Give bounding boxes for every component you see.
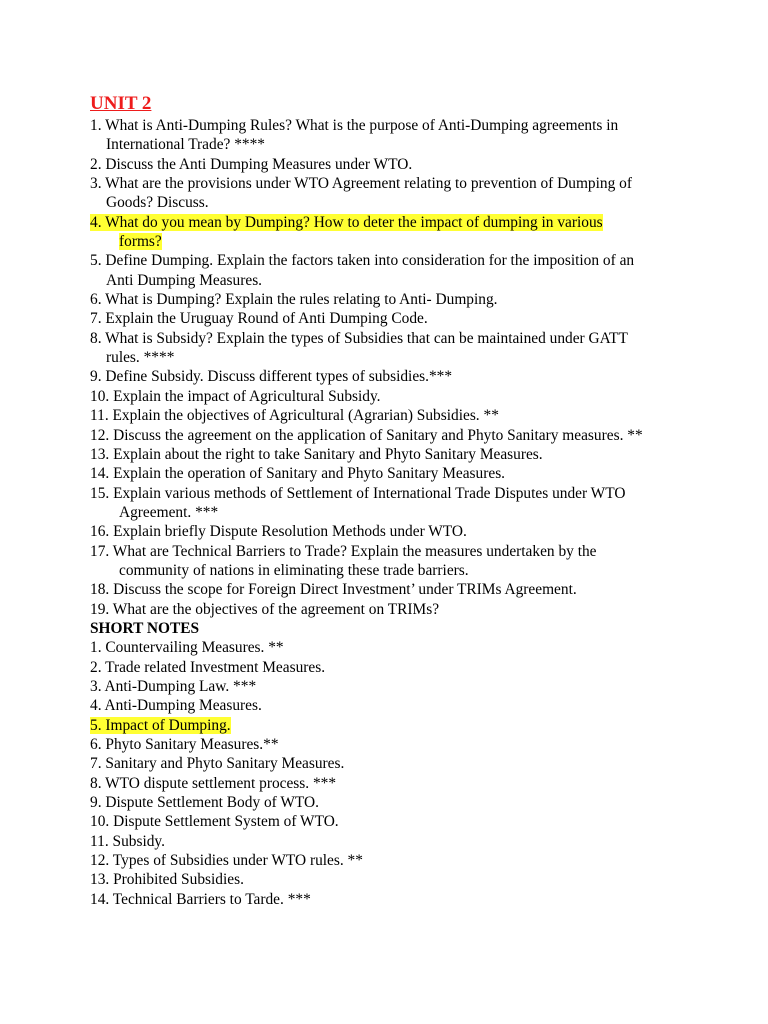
- question-item: [90, 542, 690, 581]
- question-item-highlighted: [90, 213, 690, 252]
- question-text-continued: Agreement. ***: [119, 503, 219, 521]
- question-text-continued: International Trade? ****: [106, 136, 266, 154]
- note-text-highlight: 5. Impact of Dumping.: [90, 716, 231, 734]
- question-item: [90, 367, 690, 386]
- question-item: [90, 580, 690, 599]
- note-item: 2. Trade related Investment Measures.: [90, 658, 326, 676]
- note-item: 1. Countervailing Measures. **: [90, 639, 284, 657]
- question-item: [90, 116, 690, 155]
- question-text: 14. Explain the operation of Sanitary and Phyto Sanitary Measures.: [90, 465, 506, 483]
- question-text: 1. What is Anti-Dumping Rules? What is the purpose of Anti-Dumping agreements in: [90, 117, 619, 134]
- question-text: 17. What are Technical Barriers to Trade? Explain the measures undertaken by the: [90, 542, 597, 560]
- question-text: 16. Explain briefly Dispute Resolution Methods under WTO.: [90, 523, 467, 541]
- question-text: 3. What are the provisions under WTO Agreement relating to prevention of Dumping of: [90, 175, 632, 193]
- note-item: 4. Anti-Dumping Measures.: [90, 697, 262, 715]
- question-item: [90, 251, 690, 290]
- note-item-highlighted: [90, 716, 690, 735]
- question-text-continued: community of nations in eliminating these trade barriers.: [119, 561, 469, 579]
- unit-title: UNIT 2: [90, 93, 152, 114]
- question-text: 11. Explain the objectives of Agricultural (Agrarian) Subsidies. **: [90, 407, 499, 425]
- note-item: 11. Subsidy.: [90, 832, 165, 850]
- short-notes-list: [90, 638, 690, 909]
- question-text: 6. What is Dumping? Explain the rules relating to Anti- Dumping.: [90, 291, 498, 309]
- note-item: 9. Dispute Settlement Body of WTO.: [90, 794, 319, 812]
- question-text: 5. Define Dumping. Explain the factors taken into consideration for the imposition of an: [90, 252, 635, 270]
- question-item: [90, 426, 690, 445]
- question-text-continued: rules. ****: [106, 349, 175, 367]
- short-notes-title: SHORT NOTES: [90, 619, 200, 637]
- question-item: [90, 309, 690, 328]
- question-item: [90, 290, 690, 309]
- question-text: 7. Explain the Uruguay Round of Anti Dumping Code.: [90, 310, 428, 328]
- question-item: [90, 484, 690, 523]
- question-text-continued: Goods? Discuss.: [106, 194, 209, 212]
- question-text: 10. Explain the impact of Agricultural Subsidy.: [90, 387, 381, 405]
- question-text-continued: Anti Dumping Measures.: [106, 271, 263, 289]
- question-text: 2. Discuss the Anti Dumping Measures under WTO.: [90, 155, 413, 173]
- question-text: 15. Explain various methods of Settlement of International Trade Disputes under WTO: [90, 484, 626, 502]
- question-text: 18. Discuss the scope for Foreign Direct Investment’ under TRIMs Agreement.: [90, 581, 577, 599]
- question-list: [90, 116, 690, 619]
- question-text: 19. What are the objectives of the agreement on TRIMs?: [90, 600, 440, 618]
- question-text-continued-highlight: forms?: [119, 233, 162, 251]
- question-text-continued: [90, 232, 162, 251]
- question-item: [90, 174, 690, 213]
- note-item: 7. Sanitary and Phyto Sanitary Measures.: [90, 755, 345, 773]
- question-item: [90, 387, 690, 406]
- document-page: [90, 92, 690, 909]
- question-text: 8. What is Subsidy? Explain the types of Subsidies that can be maintained under GATT: [90, 329, 628, 347]
- question-item: [90, 522, 690, 541]
- question-item: [90, 464, 690, 483]
- question-item: [90, 600, 690, 619]
- note-item: 13. Prohibited Subsidies.: [90, 871, 244, 889]
- question-text: 4. What do you mean by Dumping? How to deter the impact of dumping in various: [90, 213, 603, 231]
- note-item: 14. Technical Barriers to Tarde. ***: [90, 890, 311, 908]
- note-item: 12. Types of Subsidies under WTO rules. **: [90, 852, 363, 870]
- question-text: 12. Discuss the agreement on the application of Sanitary and Phyto Sanitary measures. **: [90, 426, 643, 444]
- question-text: 9. Define Subsidy. Discuss different types of subsidies.***: [90, 368, 453, 386]
- question-item: [90, 445, 690, 464]
- question-item: [90, 329, 690, 368]
- question-item: [90, 406, 690, 425]
- note-item: 3. Anti-Dumping Law. ***: [90, 677, 257, 695]
- note-item: 6. Phyto Sanitary Measures.**: [90, 736, 279, 753]
- note-item: 8. WTO dispute settlement process. ***: [90, 774, 337, 792]
- question-item: [90, 155, 690, 174]
- note-item: 10. Dispute Settlement System of WTO.: [90, 813, 339, 831]
- question-text: 13. Explain about the right to take Sanitary and Phyto Sanitary Measures.: [90, 445, 543, 463]
